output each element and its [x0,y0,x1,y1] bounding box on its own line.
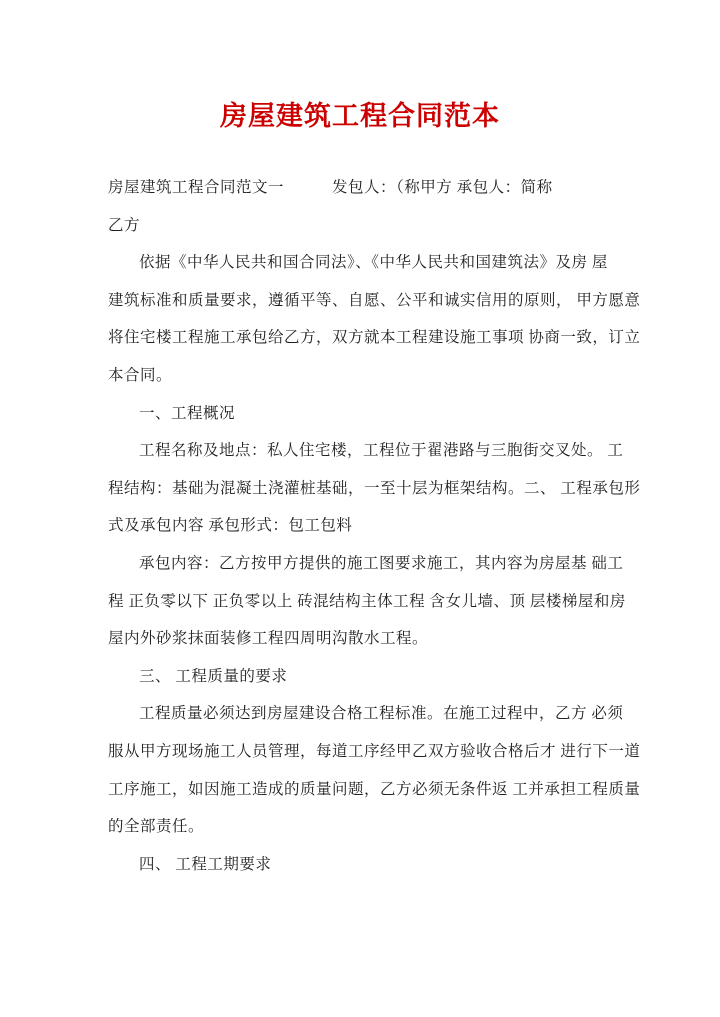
document-body [108,169,641,883]
text-line: 程结构：基础为混凝土浇灌桩基础，一至十层为框架结构。二、 工程承包形 [108,479,641,497]
text-line: 式及承包内容 承包形式：包工包料 [108,517,353,535]
text-line: 房屋建筑工程合同范文一 发包人：（称甲方 承包人：简称 [108,179,553,196]
text-line: 将住宅楼工程施工承包给乙方，双方就本工程建设施工事项 协商一致，订立 [108,329,641,347]
text-line: 乙方 [108,216,141,234]
text-line: 三、 工程质量的要求 [139,667,288,685]
text-line: 工序施工，如因施工造成的质量问题，乙方必须无条件返 工并承担工程质量 [108,780,641,798]
text-line: 工程名称及地点：私人住宅楼，工程位于翟港路与三胞街交叉处。 工 [139,442,624,460]
text-line: 服从甲方现场施工人员管理，每道工序经甲乙双方验收合格后才 进行下一道 [108,742,641,760]
text-line: 依据《中华人民共和国合同法》、《中华人民共和国建筑法》及房 屋 [139,254,608,272]
text-line: 承包内容：乙方按甲方提供的施工图要求施工，其内容为房屋基 础工 [139,554,624,572]
text-line: 一、工程概况 [139,404,236,422]
text-line: 的全部责任。 [108,818,205,836]
text-line: 四、 工程工期要求 [139,855,272,873]
text-line: 程 正负零以下 正负零以上 砖混结构主体工程 含女儿墙、顶 层楼梯屋和房 [108,592,626,610]
text-line: 工程质量必须达到房屋建设合格工程标准。在施工过程中，乙方 必须 [139,705,624,723]
text-line: 屋内外砂浆抹面装修工程四周明沟散水工程。 [108,630,429,648]
document-title: 房屋建筑工程合同范本 [220,101,500,131]
text-line: 本合同。 [108,366,173,384]
text-line: 建筑标准和质量要求，遵循平等、自愿、公平和诚实信用的原则， 甲方愿意 [108,291,641,309]
